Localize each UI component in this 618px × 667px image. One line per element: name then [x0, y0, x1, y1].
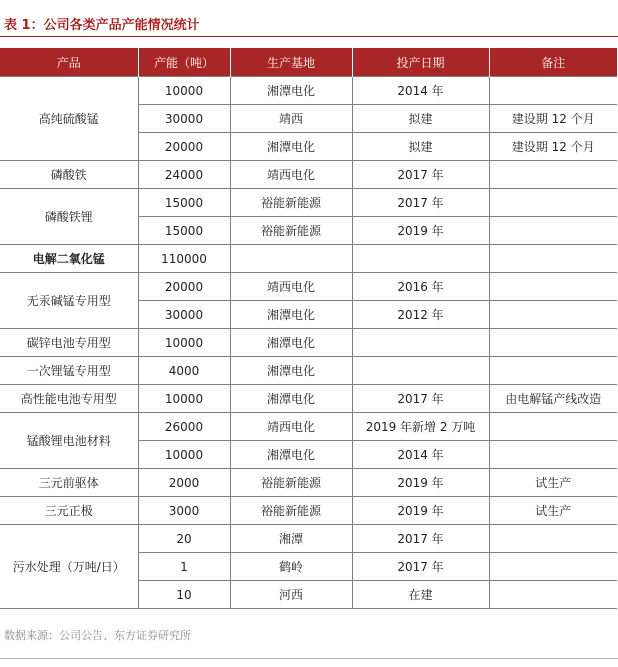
date-cell: 2014 年	[352, 441, 489, 469]
note-cell	[489, 189, 617, 217]
capacity-cell: 10000	[138, 441, 230, 469]
capacity-cell: 20	[138, 525, 230, 553]
capacity-cell: 20000	[138, 133, 230, 161]
note-cell	[489, 273, 617, 301]
date-cell: 2017 年	[352, 385, 489, 413]
header-base: 生产基地	[230, 48, 352, 77]
capacity-cell: 110000	[138, 245, 230, 273]
note-cell: 试生产	[489, 497, 617, 525]
note-cell	[489, 525, 617, 553]
base-cell	[230, 245, 352, 273]
header-capacity: 产能（吨）	[138, 48, 230, 77]
table-title: 表 1：公司各类产品产能情况统计	[4, 18, 200, 33]
note-cell	[489, 301, 617, 329]
capacity-cell: 2000	[138, 469, 230, 497]
table-header-row	[0, 48, 617, 77]
product-cell: 磷酸铁	[0, 161, 138, 189]
date-cell: 2017 年	[352, 553, 489, 581]
base-cell: 湘潭电化	[230, 329, 352, 357]
capacity-cell: 10000	[138, 329, 230, 357]
date-cell	[352, 245, 489, 273]
capacity-cell: 20000	[138, 273, 230, 301]
data-source-note: 数据来源：公司公告、东方证券研究所	[4, 629, 191, 642]
base-cell: 裕能新能源	[230, 497, 352, 525]
note-cell	[489, 217, 617, 245]
table-row	[0, 413, 617, 441]
date-cell: 2017 年	[352, 189, 489, 217]
note-cell	[489, 357, 617, 385]
table-row	[0, 77, 617, 105]
capacity-cell: 3000	[138, 497, 230, 525]
base-cell: 靖西电化	[230, 161, 352, 189]
base-cell: 裕能新能源	[230, 217, 352, 245]
base-cell: 湘潭电化	[230, 441, 352, 469]
product-cell: 高纯硫酸锰	[0, 77, 138, 161]
table-row	[0, 161, 617, 189]
footer-divider	[0, 658, 618, 659]
title-bar	[0, 14, 618, 37]
date-cell: 在建	[352, 581, 489, 609]
note-cell: 建设期 12 个月	[489, 133, 617, 161]
capacity-cell: 10	[138, 581, 230, 609]
product-cell: 电解二氧化锰	[0, 245, 138, 273]
note-cell	[489, 553, 617, 581]
base-cell: 湘潭电化	[230, 77, 352, 105]
product-cell: 污水处理（万吨/日）	[0, 525, 138, 609]
note-cell	[489, 413, 617, 441]
date-cell: 2017 年	[352, 161, 489, 189]
base-cell: 湘潭电化	[230, 301, 352, 329]
base-cell: 裕能新能源	[230, 469, 352, 497]
product-cell: 磷酸铁锂	[0, 189, 138, 245]
note-cell	[489, 245, 617, 273]
base-cell: 湘潭	[230, 525, 352, 553]
note-cell: 建设期 12 个月	[489, 105, 617, 133]
capacity-cell: 10000	[138, 385, 230, 413]
product-cell: 碳锌电池专用型	[0, 329, 138, 357]
table-row	[0, 189, 617, 217]
capacity-table	[0, 48, 617, 609]
note-cell	[489, 161, 617, 189]
date-cell: 拟建	[352, 105, 489, 133]
date-cell: 2019 年新增 2 万吨	[352, 413, 489, 441]
capacity-cell: 4000	[138, 357, 230, 385]
capacity-cell: 30000	[138, 301, 230, 329]
header-date: 投产日期	[352, 48, 489, 77]
date-cell: 2019 年	[352, 217, 489, 245]
note-cell	[489, 77, 617, 105]
product-cell: 三元前驱体	[0, 469, 138, 497]
base-cell: 河西	[230, 581, 352, 609]
date-cell: 2017 年	[352, 525, 489, 553]
table-row	[0, 357, 617, 385]
capacity-cell: 30000	[138, 105, 230, 133]
header-product: 产品	[0, 48, 138, 77]
base-cell: 靖西	[230, 105, 352, 133]
capacity-cell: 24000	[138, 161, 230, 189]
product-cell: 高性能电池专用型	[0, 385, 138, 413]
table-row	[0, 497, 617, 525]
capacity-cell: 1	[138, 553, 230, 581]
base-cell: 湘潭电化	[230, 133, 352, 161]
product-cell: 锰酸锂电池材料	[0, 413, 138, 469]
date-cell	[352, 329, 489, 357]
date-cell: 2012 年	[352, 301, 489, 329]
table-row	[0, 385, 617, 413]
date-cell	[352, 357, 489, 385]
base-cell: 靖西电化	[230, 413, 352, 441]
table-row	[0, 273, 617, 301]
capacity-cell: 15000	[138, 217, 230, 245]
table-row	[0, 469, 617, 497]
date-cell: 拟建	[352, 133, 489, 161]
table-row	[0, 329, 617, 357]
note-cell	[489, 329, 617, 357]
product-cell: 一次锂锰专用型	[0, 357, 138, 385]
note-cell	[489, 441, 617, 469]
capacity-cell: 10000	[138, 77, 230, 105]
capacity-cell: 26000	[138, 413, 230, 441]
base-cell: 湘潭电化	[230, 385, 352, 413]
date-cell: 2019 年	[352, 469, 489, 497]
header-note: 备注	[489, 48, 617, 77]
date-cell: 2016 年	[352, 273, 489, 301]
note-cell: 由电解锰产线改造	[489, 385, 617, 413]
date-cell: 2014 年	[352, 77, 489, 105]
base-cell: 靖西电化	[230, 273, 352, 301]
base-cell: 湘潭电化	[230, 357, 352, 385]
table-row	[0, 525, 617, 553]
base-cell: 裕能新能源	[230, 189, 352, 217]
capacity-cell: 15000	[138, 189, 230, 217]
product-cell: 无汞碱锰专用型	[0, 273, 138, 329]
date-cell: 2019 年	[352, 497, 489, 525]
product-cell: 三元正极	[0, 497, 138, 525]
note-cell	[489, 581, 617, 609]
table-row	[0, 245, 617, 273]
base-cell: 鹤岭	[230, 553, 352, 581]
note-cell: 试生产	[489, 469, 617, 497]
